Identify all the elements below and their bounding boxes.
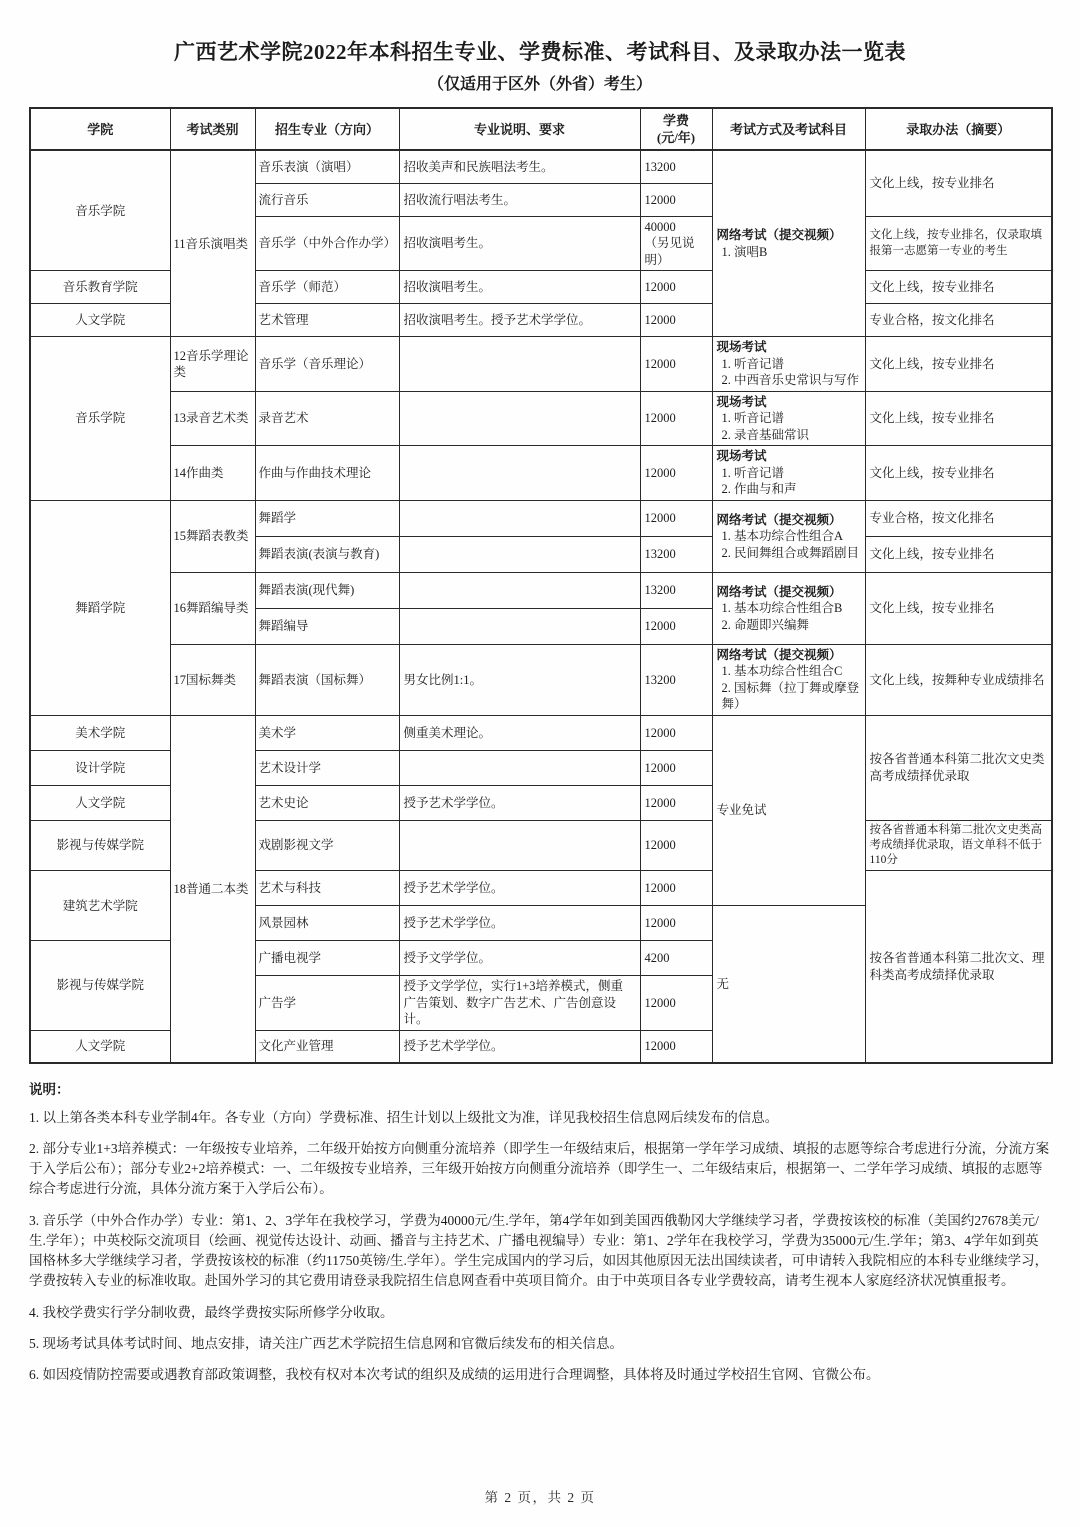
admission-method-cell: 按各省普通本科第二批次文史类高考成绩择优录取，语文单科不低于110分 (865, 820, 1052, 871)
col-header-exam-method: 考试方式及考试科目 (712, 108, 865, 150)
exam-subject-item: 1. 基本功综合性组合A (721, 529, 844, 544)
major-cell: 音乐学（音乐理论） (255, 337, 399, 392)
exam-method-cell (712, 391, 865, 446)
admission-method-cell: 文化上线，按专业排名 (865, 337, 1052, 392)
description-cell: 招收演唱考生。 (399, 271, 640, 304)
major-cell: 广播电视学 (255, 941, 399, 976)
table-row (30, 391, 1052, 446)
exam-subject-item: 2. 国标舞（拉丁舞或摩登舞） (721, 680, 860, 712)
table-header-row (30, 108, 1052, 150)
exam-subject-item: 2. 作曲与和声 (721, 482, 797, 497)
note-item: 5. 现场考试具体考试时间、地点安排，请关注广西艺术学院招生信息网和官微后续发布的相关信息。 (29, 1335, 623, 1351)
notes-heading: 说明： (29, 1082, 70, 1098)
major-cell: 舞蹈编导 (255, 608, 399, 644)
college-cell: 建筑艺术学院 (30, 871, 170, 941)
exam-method-cell (712, 572, 865, 644)
page-title: 广西艺术学院2022年本科招生专业、学费标准、考试科目、及录取办法一览表 (174, 40, 906, 64)
category-cell: 15舞蹈表教类 (170, 500, 255, 572)
exam-method-title: 网络考试（提交视频） (716, 512, 842, 527)
note-item: 2. 部分专业1+3培养模式：一年级按专业培养，二年级开始按方向侧重分流培养（即学生一年级结束后，根据第一学年学习成绩、填报的志愿等综合考虑进行分流，分流方案于入学后公布）；部分专业2+2培养模式：一、二年级按专业培养，三年级开始按方向侧重分流培养（即学生一、二年级结束后，根据第一、二学年学习成绩、填报的志愿等综合考虑进行分流，具体分流方案于入学后公布）。 (29, 1140, 1050, 1197)
exam-subject-item: 1. 听音记谱 (721, 411, 785, 426)
tuition-cell: 12000 (640, 1030, 712, 1063)
note-item: 1. 以上第各类本科专业学制4年。各专业（方向）学费标准、招生计划以上级批文为准，详见我校招生信息网后续发布的信息。 (29, 1109, 779, 1125)
category-cell: 16舞蹈编导类 (170, 572, 255, 644)
description-cell (399, 391, 640, 446)
exam-subject-item: 1. 听音记谱 (721, 356, 785, 371)
major-cell: 广告学 (255, 976, 399, 1031)
note-item: 3. 音乐学（中外合作办学）专业：第1、2、3学年在我校学习，学费为40000元/生.学年，第4学年如到美国西俄勒冈大学继续学习者，学费按该校的标准（美国约27678美元/生.学年）；中英校际交流项目（绘画、视觉传达设计、动画、播音与主持艺术、广播电视编导）专业：第1、2学年在我校学习，学费为35000元/生.学年；第3、4学年如到英国格林多大学继续学习者，学费按该校的标准（约11750英镑/生.学年）。学生完成国内的学习后，如因其他原因无法出国续读者，可申请转入我院相应的本科专业继续学习，学费按转入专业的标准收取。赴国外学习的其它费用请登录我院招生信息网查看中英项目简介。由于中英项目各专业学费较高，请考生视本人家庭经济状况慎重报考。 (29, 1212, 1049, 1289)
admission-method-cell: 按各省普通本科第二批次文史类高考成绩择优录取 (865, 715, 1052, 820)
tuition-cell: 12000 (640, 785, 712, 820)
admission-method-cell: 文化上线，按专业排名 (865, 446, 1052, 501)
tuition-cell: 12000 (640, 608, 712, 644)
college-cell: 美术学院 (30, 715, 170, 750)
tuition-header-line1: 学费 (662, 113, 689, 128)
category-cell: 14作曲类 (170, 446, 255, 501)
admission-method-cell: 专业合格，按文化排名 (865, 304, 1052, 337)
admission-method-cell: 文化上线，按专业排名 (865, 271, 1052, 304)
description-cell (399, 446, 640, 501)
major-cell: 艺术史论 (255, 785, 399, 820)
admission-method-cell: 文化上线，按舞种专业成绩排名 (865, 644, 1052, 715)
description-cell (399, 337, 640, 392)
major-cell: 文化产业管理 (255, 1030, 399, 1063)
category-cell: 13录音艺术类 (170, 391, 255, 446)
exam-method-title: 现场考试 (716, 394, 767, 409)
major-cell: 戏剧影视文学 (255, 820, 399, 871)
major-cell: 录音艺术 (255, 391, 399, 446)
exam-subject-item: 2. 命题即兴编舞 (721, 617, 810, 632)
college-cell: 人文学院 (30, 1030, 170, 1063)
major-cell: 作曲与作曲技术理论 (255, 446, 399, 501)
description-cell: 招收演唱考生。 (399, 216, 640, 271)
major-cell: 音乐学（师范） (255, 271, 399, 304)
description-cell: 授予艺术学学位。 (399, 906, 640, 941)
table-row (30, 644, 1052, 715)
major-cell: 舞蹈表演(表演与教育) (255, 536, 399, 572)
tuition-note: （另见说明） (644, 236, 695, 267)
college-cell: 舞蹈学院 (30, 500, 170, 715)
tuition-cell: 4200 (640, 941, 712, 976)
description-cell: 授予艺术学学位。 (399, 1030, 640, 1063)
exam-method-title: 现场考试 (716, 449, 767, 464)
major-cell: 艺术与科技 (255, 871, 399, 906)
description-cell: 授予艺术学学位。 (399, 871, 640, 906)
major-cell: 舞蹈学 (255, 500, 399, 536)
col-header-tuition (640, 108, 712, 150)
table-row (30, 572, 1052, 608)
category-cell: 12音乐学理论类 (170, 337, 255, 392)
tuition-amount: 40000 (644, 219, 676, 234)
description-cell: 招收美声和民族唱法考生。 (399, 150, 640, 183)
college-cell: 设计学院 (30, 750, 170, 785)
table-row (30, 715, 1052, 750)
description-cell (399, 500, 640, 536)
major-cell: 音乐表演（演唱） (255, 150, 399, 183)
tuition-cell: 12000 (640, 976, 712, 1031)
exam-subject-item: 1. 听音记谱 (721, 465, 785, 480)
exam-subject-item: 1. 基本功综合性组合B (721, 601, 843, 616)
tuition-cell: 13200 (640, 644, 712, 715)
description-cell: 男女比例1:1。 (399, 644, 640, 715)
admission-method-cell: 文化上线，按专业排名 (865, 391, 1052, 446)
table-row (30, 446, 1052, 501)
tuition-cell: 12000 (640, 871, 712, 906)
notes-section (29, 1080, 1051, 1385)
col-header-college: 学院 (30, 108, 170, 150)
col-header-major: 招生专业（方向） (255, 108, 399, 150)
col-header-admission: 录取办法（摘要） (865, 108, 1052, 150)
admission-method-cell: 专业合格，按文化排名 (865, 500, 1052, 536)
tuition-header-line2: (元/年) (656, 130, 696, 146)
category-cell: 17国标舞类 (170, 644, 255, 715)
exam-method-title: 网络考试（提交视频） (716, 647, 842, 662)
major-cell: 艺术管理 (255, 304, 399, 337)
table-row (30, 337, 1052, 392)
exam-subject-item: 1. 演唱B (721, 244, 768, 259)
admission-method-cell: 文化上线，按专业排名 (865, 572, 1052, 644)
major-cell: 艺术设计学 (255, 750, 399, 785)
exam-method-cell (712, 500, 865, 572)
description-cell: 授予文学学位。 (399, 941, 640, 976)
college-cell: 人文学院 (30, 304, 170, 337)
tuition-cell (640, 216, 712, 271)
tuition-cell: 13200 (640, 536, 712, 572)
tuition-cell: 13200 (640, 150, 712, 183)
tuition-cell: 12000 (640, 304, 712, 337)
description-cell (399, 608, 640, 644)
tuition-cell: 12000 (640, 391, 712, 446)
description-cell (399, 820, 640, 871)
description-cell (399, 750, 640, 785)
exam-method-title: 网络考试（提交视频） (716, 584, 842, 599)
college-cell: 音乐学院 (30, 337, 170, 501)
category-cell: 11音乐演唱类 (170, 150, 255, 337)
major-cell: 舞蹈表演（国标舞） (255, 644, 399, 715)
college-cell: 影视与传媒学院 (30, 820, 170, 871)
exam-method-cell: 无 (712, 906, 865, 1064)
note-item: 4. 我校学费实行学分制收费，最终学费按实际所修学分收取。 (29, 1304, 394, 1320)
major-cell: 舞蹈表演(现代舞) (255, 572, 399, 608)
admission-method-cell: 文化上线，按专业排名，仅录取填报第一志愿第一专业的考生 (865, 216, 1052, 271)
major-cell: 流行音乐 (255, 183, 399, 216)
col-header-category: 考试类别 (170, 108, 255, 150)
table-row (30, 500, 1052, 536)
college-cell: 音乐教育学院 (30, 271, 170, 304)
page-subtitle: （仅适用于区外（外省）考生） (427, 76, 652, 93)
tuition-cell: 12000 (640, 750, 712, 785)
admission-method-cell: 文化上线，按专业排名 (865, 536, 1052, 572)
exam-method-cell: 专业免试 (712, 715, 865, 906)
description-cell: 授予文学学位，实行1+3培养模式，侧重广告策划、数字广告艺术、广告创意设计。 (399, 976, 640, 1031)
category-cell: 18普通二本类 (170, 715, 255, 1063)
table-row (30, 150, 1052, 183)
major-cell: 音乐学（中外合作办学） (255, 216, 399, 271)
description-cell (399, 572, 640, 608)
col-header-description: 专业说明、要求 (399, 108, 640, 150)
exam-method-cell (712, 337, 865, 392)
tuition-cell: 12000 (640, 715, 712, 750)
exam-subject-item: 2. 民间舞组合或舞蹈剧目 (721, 545, 860, 560)
description-cell (399, 536, 640, 572)
college-cell: 影视与传媒学院 (30, 941, 170, 1031)
tuition-cell: 12000 (640, 337, 712, 392)
tuition-cell: 12000 (640, 183, 712, 216)
exam-subject-item: 2. 中西音乐史常识与写作 (721, 373, 860, 388)
exam-method-title: 现场考试 (716, 340, 767, 355)
tuition-cell: 12000 (640, 906, 712, 941)
page-number: 第 2 页，共 2 页 (484, 1490, 596, 1505)
exam-subject-item: 1. 基本功综合性组合C (721, 664, 843, 679)
description-cell: 招收演唱考生。授予艺术学学位。 (399, 304, 640, 337)
admission-method-cell: 文化上线，按专业排名 (865, 150, 1052, 216)
description-cell: 授予艺术学学位。 (399, 785, 640, 820)
college-cell: 音乐学院 (30, 150, 170, 271)
exam-method-cell (712, 446, 865, 501)
description-cell: 招收流行唱法考生。 (399, 183, 640, 216)
tuition-cell: 12000 (640, 446, 712, 501)
description-cell: 侧重美术理论。 (399, 715, 640, 750)
tuition-cell: 12000 (640, 500, 712, 536)
tuition-cell: 12000 (640, 271, 712, 304)
major-cell: 风景园林 (255, 906, 399, 941)
exam-method-title: 网络考试（提交视频） (716, 228, 842, 243)
exam-subject-item: 2. 录音基础常识 (721, 427, 810, 442)
major-cell: 美术学 (255, 715, 399, 750)
admissions-table (29, 107, 1053, 1064)
tuition-cell: 13200 (640, 572, 712, 608)
note-item: 6. 如因疫情防控需要或遇教育部政策调整，我校有权对本次考试的组织及成绩的运用进行合理调整，具体将及时通过学校招生官网、官微公布。 (29, 1367, 880, 1383)
admission-method-cell: 按各省普通本科第二批次文、理科类高考成绩择优录取 (865, 871, 1052, 1064)
tuition-cell: 12000 (640, 820, 712, 871)
exam-method-cell (712, 644, 865, 715)
exam-method-cell (712, 150, 865, 337)
college-cell: 人文学院 (30, 785, 170, 820)
